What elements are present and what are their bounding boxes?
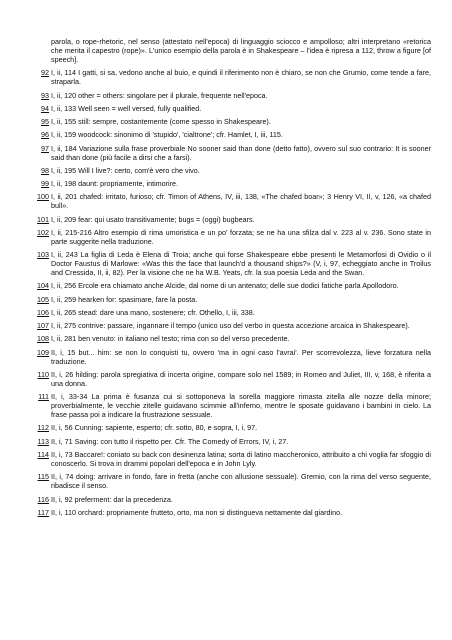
footnote [31,250,431,277]
footnote-text: parola, o rope-rhetoric, nel senso (attestato nell'epoca) di linguaggio sciocco e ampolloso; altri interpretano «retorica che merita il capestro (rope)». L'unico esempio della parola è in Shakespeare – l'idea è ripresa a 112, throw a figure [of speech]. [51,37,431,65]
footnote-text: I, ii, 198 daunt: propriamente, intimorire. [51,179,179,189]
footnote-number[interactable]: 107 [37,321,49,331]
footnote-text: II, i, 15 but... him: se non lo conquisti tu, ovvero 'ma in ogni caso l'avrai'. Per scorrevolezza, lieve forzatura nella traduzione. [51,347,431,366]
footnote [31,348,431,366]
footnote-text: I, ii, 155 still: sempre, costantemente (come spesso in Shakespeare). [51,117,271,127]
footnote-text: I, ii, 159 woodcock: sinonimo di 'stupido', 'cialtrone'; cfr. Hamlet, I, iii, 115. [51,130,283,140]
footnote-number[interactable]: 101 [37,214,49,224]
footnote [31,228,431,246]
footnote-text: I, ii, 215-216 Altro esempio di rima umoristica e un po' forzata; se ne ha una sfilza dal v. 223 al v. 236. Sono state in parte suggerite nella traduzione. [51,227,431,246]
footnote-text: I, ii, 275 contrive: passare, ingannare il tempo (unico uso del verbo in questa accezione arcaica in Shakespeare). [51,321,410,331]
footnote-text: I, ii, 259 hearken for: spasimare, fare la posta. [51,294,198,304]
footnote-text: I, ii, 133 Well seen = well versed, fully qualified. [51,103,202,113]
footnote-number[interactable]: 108 [37,334,49,344]
footnote-number[interactable]: 104 [37,281,49,291]
footnote [31,370,431,388]
footnote-number[interactable]: 102 [37,227,49,237]
footnote-number [31,37,51,64]
footnote-number[interactable]: 113 [37,436,49,446]
footnote-number[interactable]: 110 [37,369,49,379]
footnote [31,437,431,446]
footnote-text: II, i, 110 orchard: propriamente frutteto, orto, ma non si distingueva nettamente dal giardino. [51,507,343,517]
footnote [31,321,431,330]
footnote-text: II, i, 56 Cunning: sapiente, esperto; cfr. sotto, 80, e sopra, I, i, 97. [51,423,258,433]
footnote-number[interactable]: 114 [37,449,49,459]
footnote-text: II, i, 92 preferment: dar la precedenza. [51,494,173,504]
footnote [31,179,431,188]
footnote [31,166,431,175]
footnote [31,472,431,490]
footnote [31,334,431,343]
footnote-text: I, ii, 243 La figlia di Leda è Elena di Troia; anche qui forse Shakespeare ebbe presenti le Metamorfosi di Ovidio o il Doctor Faustus di Marlowe: «Was this the face that launch'd a thousand ships?» (V, i, 97, echeggiato anche in Troilus and Cressida, II, ii, 82). Per la visione che ne ha W.B. Yeats, cfr. la sua poesia Leda and the Swan. [51,250,431,278]
footnote-text: II, i, 33-34 La prima è fusanza cui si sottoponeva la sorella maggiore rimasta zitella alle nozze della minore; proverbialmente, le vecchie zitelle guidavano scimmie all'inferno, mentre le sposate guidavano i bambini in cielo. La frase passa poi a indicare la frustrazione sessuale. [51,392,431,420]
footnote-text: I, ii, 256 Ercole era chiamato anche Alcide, dal nome di un antenato; delle sue dodici fatiche parla Apollodoro. [51,281,399,291]
footnote-text: II, i, 73 Baccare!: coniato su back con desinenza latina; sorta di latino maccheronico, attribuito a chi voglia far sfoggio di conoscerlo. Si trova in drammi popolari dell'epoca e in John Lyly. [51,449,431,468]
footnote-text: I, ii, 265 stead: dare una mano, sostenere; cfr. Othello, I, iii, 338. [51,307,255,317]
footnote-text: I, ii, 195 Will I live?: certo, com'è vero che vivo. [51,165,200,175]
footnote [31,495,431,504]
footnote [31,68,431,86]
footnote-number[interactable]: 92 [41,68,49,78]
footnote-text: I, ii, 209 fear: qui usato transitivamente; bugs = (oggi) bugbears. [51,214,255,224]
footnote [31,104,431,113]
footnote-text: I, ii, 114 I gatti, si sa, vedono anche al buio, e quindi il riferimento non è chiaro, se non che Grumio, come tende a fare, straparla. [51,68,431,87]
footnote-number[interactable]: 96 [41,130,49,140]
footnote-list [31,37,431,521]
footnote-text: I, ii, 120 other = others: singolare per il plurale, frequente nell'epoca. [51,90,268,100]
footnote-text: II, i, 71 Saving: con tutto il rispetto per. Cfr. The Comedy of Errors, IV, i, 27. [51,436,289,446]
footnote [31,508,431,517]
footnote-number[interactable]: 94 [41,103,49,113]
footnote [31,392,431,419]
footnote-number[interactable]: 112 [37,423,49,433]
footnote [31,144,431,162]
footnote-number[interactable]: 111 [38,392,49,402]
footnote-number[interactable]: 100 [37,192,49,202]
footnote-text: II, i, 74 doing: arrivare in fondo, fare in fretta (anche con allusione sessuale). Gremio, con la rima del verso seguente, ribadisce il senso. [51,472,431,491]
footnote [31,281,431,290]
footnote-text: I, ii, 201 chafed: irritato, furioso; cfr. Timon of Athens, IV, iii, 138, «The chafed boar»; 3 Henry VI, II, v, 126, «a chafed bull». [51,192,431,211]
footnote [31,295,431,304]
footnote-number[interactable]: 99 [41,179,49,189]
footnote-number[interactable]: 98 [41,165,49,175]
footnote [31,130,431,139]
footnote-number[interactable]: 117 [37,507,49,517]
footnote-number[interactable]: 95 [41,117,49,127]
footnote-text: I, ii, 281 ben venuto: in italiano nel testo; rima con so del verso precedente. [51,334,290,344]
footnote [31,450,431,468]
footnote [31,308,431,317]
footnote [31,192,431,210]
footnote [31,423,431,432]
footnote-number[interactable]: 97 [41,143,49,153]
footnote-text: I, ii, 184 Variazione sulla frase proverbiale No sooner said than done (detto fatto), ovvero sul suo contrario: It is sooner said than done (più facile a dirsi che a farsi). [51,143,431,162]
footnote-number[interactable]: 105 [37,294,49,304]
footnote-number[interactable]: 103 [37,250,49,260]
footnote [31,215,431,224]
footnote [31,117,431,126]
footnote-number[interactable]: 93 [41,90,49,100]
footnote-number[interactable]: 106 [37,307,49,317]
footnote [31,91,431,100]
footnote-number[interactable]: 109 [37,347,49,357]
footnote-number[interactable]: 115 [37,472,49,482]
footnote-number[interactable]: 116 [37,494,49,504]
footnote-text: II, i, 26 hilding: parola spregiativa di incerta origine, compare solo nel 1589; in Romeo and Juliet, III, v, 168, è riferita a una donna. [51,369,431,388]
footnote-continuation [31,37,431,64]
